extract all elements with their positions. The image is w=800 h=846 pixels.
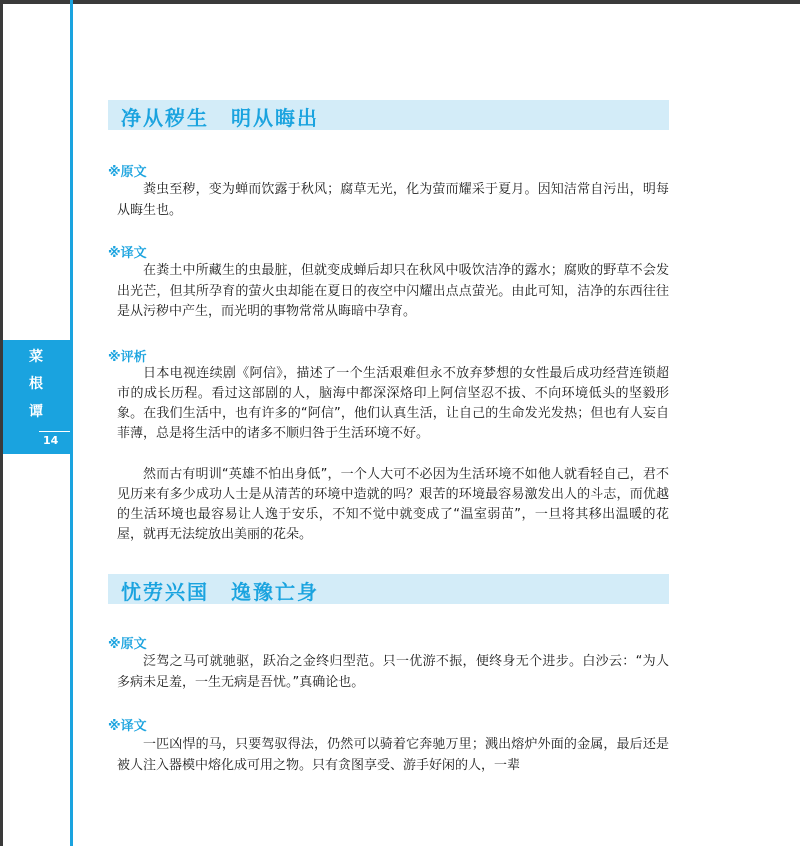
article-title-bar — [108, 100, 669, 130]
translation-text: 一匹凶悍的马，只要驾驭得法，仍然可以骑着它奔驰万里；溅出熔炉外面的金属，最后还是被人注入器模中熔化成可用之物。只有贪图享受、游手好闲的人，一辈 — [117, 737, 669, 773]
section-label-translation: ※译文 — [108, 719, 147, 734]
margin-rule — [70, 0, 73, 846]
section-tab-char: 根 — [29, 376, 44, 392]
page-number: 14 — [43, 434, 59, 447]
section-label-original: ※原文 — [108, 165, 147, 180]
translation-text: 在粪土中所藏生的虫最脏，但就变成蝉后却只在秋风中吸饮洁净的露水；腐败的野草不会发出光芒，但其所孕育的萤火虫却能在夏日的夜空中闪耀出点点萤光。由此可知，洁净的东西往往是从污秽中产生，而光明的事物常常从晦暗中孕育。 — [117, 263, 669, 319]
section-label-original: ※原文 — [108, 637, 147, 652]
article-title: 净从秽生 明从晦出 — [121, 106, 319, 130]
original-text: 粪虫至秽，变为蝉而饮露于秋风；腐草无光，化为萤而耀采于夏月。因知洁常自污出，明每从晦生也。 — [117, 182, 669, 218]
commentary-paragraph: 日本电视连续剧《阿信》，描述了一个生活艰难但永不放弃梦想的女性最后成功经营连锁超市的成长历程。看过这部剧的人，脑海中都深深烙印上阿信坚忍不拔、不向环境低头的坚毅形象。在我们生活中，也有许多的“阿信”，他们认真生活，让自己的生命发光发热；但也有人妄自菲薄，总是将生活中的诸多不顺归咎于生活环境不好。 — [117, 366, 669, 441]
section-label-commentary: ※评析 — [108, 350, 147, 365]
commentary-paragraph: 然而古有明训“英雄不怕出身低”，一个人大可不必因为生活环境不如他人就看轻自己，君不见历来有多少成功人士是从清苦的环境中造就的吗？艰苦的环境最容易激发出人的斗志，而优越的生活环境也最容易让人逸于安乐，不知不觉中就变成了“温室弱苗”，一旦将其移出温暖的花屋，就再无法绽放出美丽的花朵。 — [117, 467, 669, 542]
section-tab-char: 菜 — [29, 349, 44, 365]
article-title: 忧劳兴国 逸豫亡身 — [121, 580, 319, 604]
tab-divider — [39, 431, 70, 432]
top-edge-strip — [0, 0, 800, 4]
section-tab-char: 谭 — [29, 404, 44, 420]
section-tab — [3, 340, 70, 454]
original-text: 泛驾之马可就驰驱，跃冶之金终归型范。只一优游不振，便终身无个进步。白沙云：“为人多病未足羞，一生无病是吾忧。”真确论也。 — [117, 654, 669, 690]
article-title-bar — [108, 574, 669, 604]
section-label-translation: ※译文 — [108, 246, 147, 261]
